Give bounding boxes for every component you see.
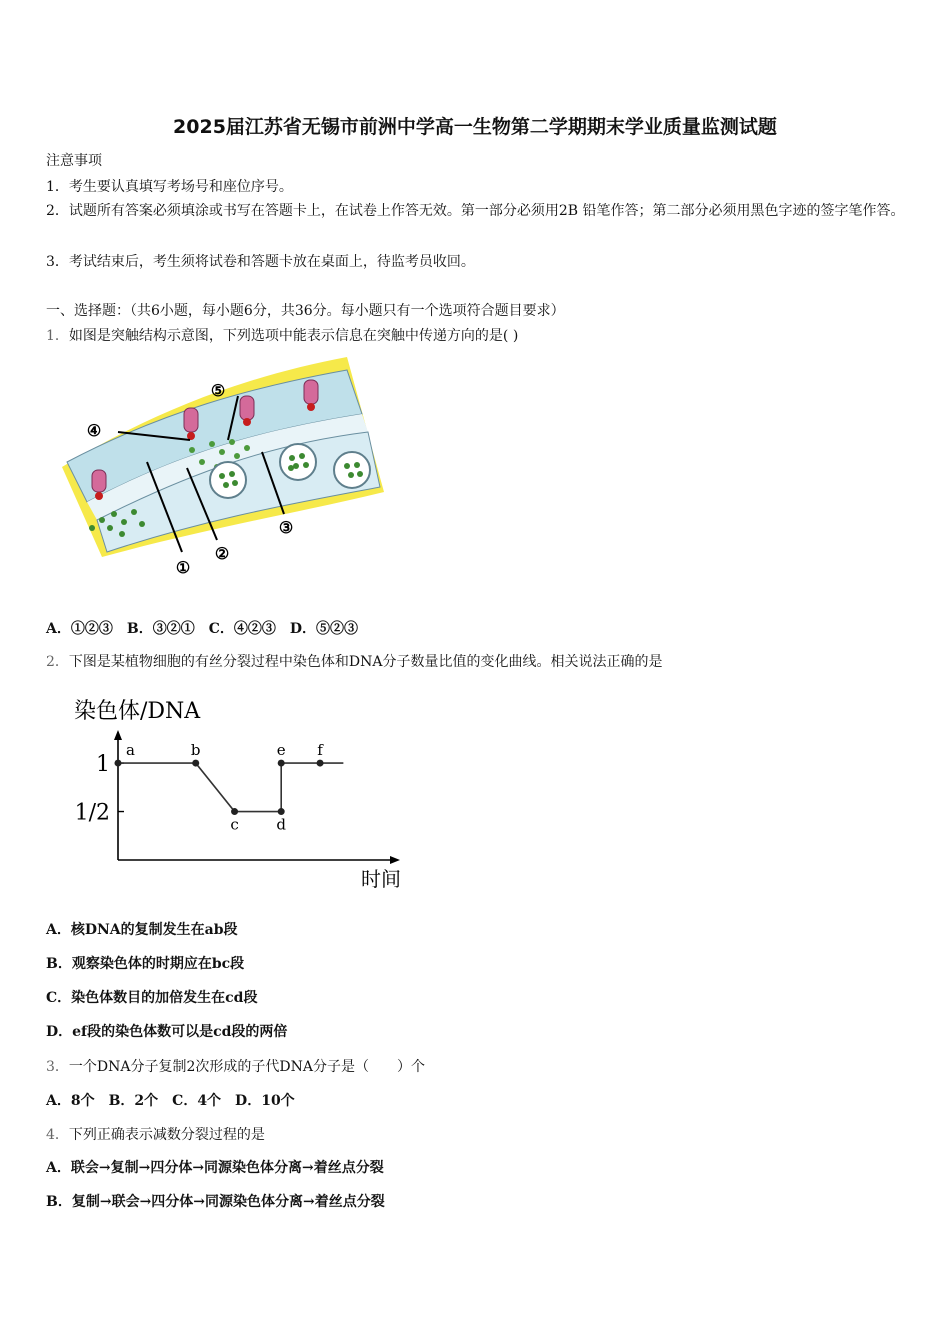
question-1 [46,326,518,346]
label-5: ⑤ [210,381,226,400]
question-number: 1． [46,328,69,344]
question-stem: 下图是某植物细胞的有丝分裂过程中染色体和DNA分子数量比值的变化曲线。相关说法正确的是 [68,654,663,670]
point-e [278,760,285,767]
point-label-b: b [190,741,201,760]
synapse-figure [62,352,392,587]
ratio-chart [66,690,416,896]
y-tick-label: 1 [96,752,110,778]
point-label-d: d [276,815,287,834]
x-axis-arrow [390,856,400,864]
point-f [317,760,324,767]
point-a [115,760,122,767]
notice-item-1: 1．考生要认真填写考场号和座位序号。 [46,179,293,195]
notice-item-3: 3．考试结束后，考生须将试卷和答题卡放在桌面上，待监考员收回。 [46,254,475,270]
question-2-option-b: B．观察染色体的时期应在bc段 [46,956,245,972]
question-1-options: A．①②③ B．③②① C．④②③ D．⑤②③ [46,621,358,637]
label-1: ① [175,558,191,577]
point-label-c: c [230,815,239,834]
question-4-option-a: A．联会→复制→四分体→同源染色体分离→着丝点分裂 [46,1160,384,1176]
question-2-option-c: C．染色体数目的加倍发生在cd段 [46,990,258,1006]
question-stem: 下列正确表示减数分裂过程的是 [68,1127,265,1143]
question-stem: 如图是突触结构示意图，下列选项中能表示信息在突触中传递方向的是( ) [68,328,519,344]
question-3-options: A．8个 B．2个 C．4个 D．10个 [46,1093,295,1109]
question-number: 4． [46,1127,69,1143]
point-c [231,808,238,815]
question-stem: 一个DNA分子复制2次形成的子代DNA分子是（ ）个 [68,1059,425,1075]
question-2 [46,652,663,672]
point-b [192,760,199,767]
x-axis-label: 时间 [361,867,401,891]
question-4-option-b: B．复制→联会→四分体→同源染色体分离→着丝点分裂 [46,1194,385,1210]
page-title: 2025届江苏省无锡市前洲中学高一生物第二学期期末学业质量监测试题 [173,116,777,138]
question-3 [46,1057,425,1077]
label-3: ③ [278,518,294,537]
question-4 [46,1125,265,1145]
label-2: ② [214,544,230,563]
section-heading: 一、选择题：（共6小题，每小题6分，共36分。每小题只有一个选项符合题目要求） [46,303,565,319]
notice-heading: 注意事项 [46,153,102,169]
point-label-e: e [276,741,286,760]
point-label-f: f [317,741,323,760]
notice-item-2: 2．试题所有答案必须填涂或书写在答题卡上，在试卷上作答无效。第一部分必须用2B 铅笔作答；第二部分必须用黑色字迹的签字笔作答。 [46,203,905,219]
label-4: ④ [86,421,102,440]
question-number: 3． [46,1059,69,1075]
question-2-option-a: A．核DNA的复制发生在ab段 [46,922,238,938]
ratio-line [118,763,343,811]
point-d [278,808,285,815]
point-label-a: a [126,741,135,760]
y-axis-arrow [114,730,122,740]
question-2-option-d: D．ef段的染色体数可以是cd段的两倍 [46,1024,288,1040]
y-tick-label: 1/2 [74,800,110,826]
question-number: 2． [46,654,69,670]
chart-title: 染色体/DNA [74,699,201,724]
